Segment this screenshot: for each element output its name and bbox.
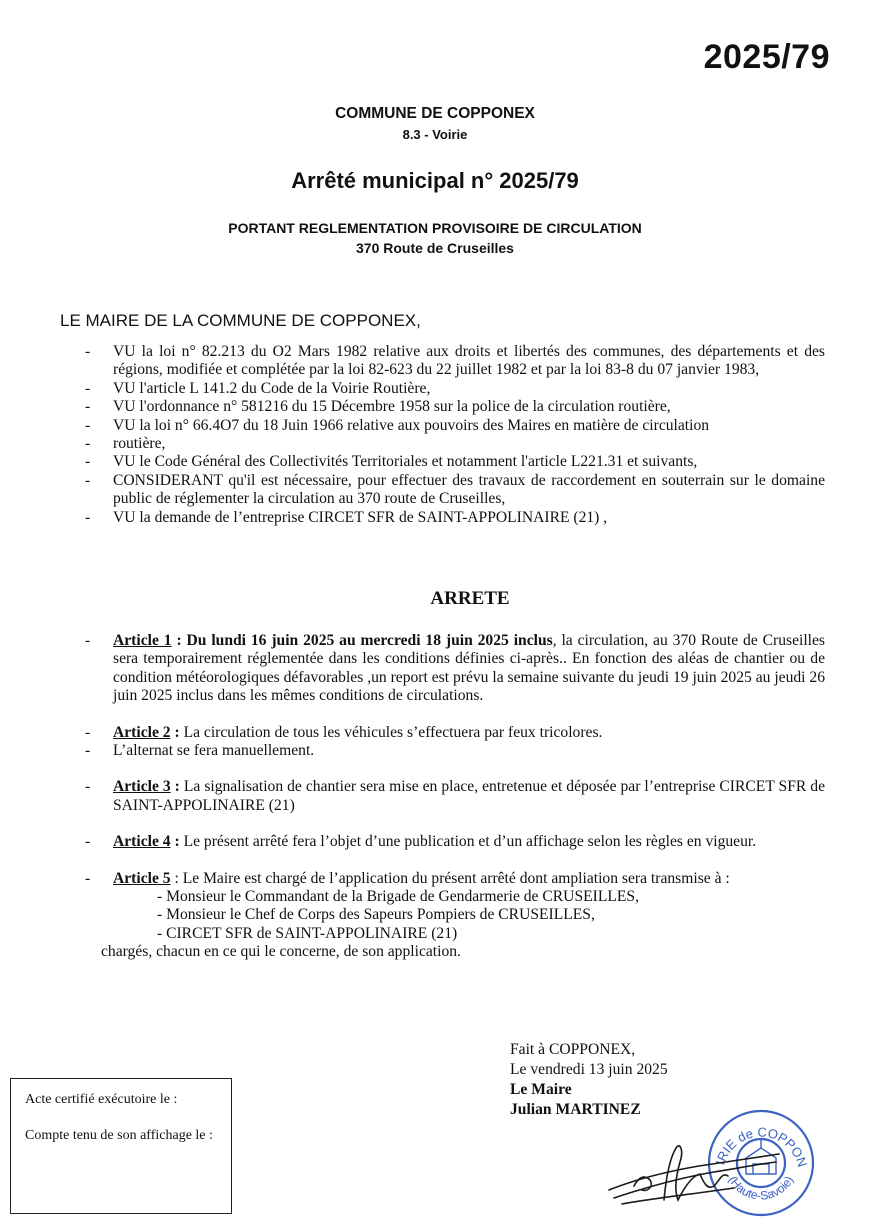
- svg-text:MAIRIE de COPPONEX: IRIE de COPPON: [712, 1124, 811, 1169]
- list-item-text: VU la demande de l’entreprise CIRCET SFR de SAINT-APPOLINAIRE (21) ,: [113, 508, 608, 526]
- list-item: - VU l'article L 141.2 du Code de la Voirie Routière,: [85, 380, 825, 398]
- list-item: - VU la loi n° 82.213 du O2 Mars 1982 relative aux droits et libertés des communes, des départements et des régions, modifiée et complétée par la loi 82-623 du 22 juillet 1982 et par la loi 83-8 du 07 janvier 1983,: [85, 343, 825, 379]
- considerations-list: [85, 343, 825, 527]
- list-item-text: VU l'ordonnance n° 581216 du 15 Décembre 1958 sur la police de la circulation routière,: [113, 398, 671, 416]
- subject-address: 370 Route de Cruseilles: [356, 240, 514, 256]
- list-item: - CONSIDERANT qu'il est nécessaire, pour effectuer des travaux de raccordement en souterrain sur le domaine public de réglementer la circulation au 370 route de Cruseilles,: [85, 471, 825, 508]
- article-5: - Article 5 : Le Maire est chargé de l’application du présent arrêté dont ampliation sera transmise à :: [85, 869, 730, 887]
- signature-name: Julian MARTINEZ: [510, 1101, 641, 1118]
- list-item: - VU le Code Général des Collectivités Territoriales et notamment l'article L221.31 et suivants,: [85, 453, 825, 471]
- article-2: - Article 2 : La circulation de tous les véhicules s’effectuera par feux tricolores.: [85, 723, 603, 741]
- article-1: - Article 1 : Du lundi 16 juin 2025 au mercredi 18 juin 2025 inclus, la circulation, au 370 Route de Cruseilles sera temporairement réglementée dans les conditions définies ci-après.. En fonction des aléas de chantier ou de condition météorologiques défavorables ,un report est prévu la semaine suivante du jeudi 19 juin 2025 au jeudi 26 juin 2025 inclus dans les mêmes conditions de circulations.: [85, 632, 825, 705]
- list-item-text: VU le Code Général des Collectivités Territoriales et notamment l'article L221.31 et suivants,: [113, 453, 698, 471]
- svg-text:(Haute-Savoie): (Haute-Savoie): [725, 1173, 797, 1203]
- certification-line-2: Compte tenu de son affichage le :: [25, 1128, 213, 1143]
- article-4: - Article 4 : Le présent arrêté fera l’objet d’une publication et d’un affichage selon les règles en vigueur.: [85, 833, 757, 851]
- article-2-label: Article 2: [113, 723, 171, 741]
- signature-place: Fait à COPPONEX,: [510, 1041, 636, 1058]
- list-item: - VU la demande de l’entreprise CIRCET SFR de SAINT-APPOLINAIRE (21) ,: [85, 509, 825, 527]
- article-1-text: , la circulation, au 370 Route de Cruseilles sera temporairement réglementée dans les conditions définies ci-après.. En fonction des aléas de chantier ou de condition météorologiques défavorables ,un report est prévu la semaine suivante du jeudi 19 juin 2025 au jeudi 26 juin 2025 inclus dans les mêmes conditions de circulations.: [113, 632, 825, 705]
- article-3-label: Article 3: [113, 778, 171, 796]
- list-item-text: routière,: [113, 435, 166, 453]
- page-title: Arrêté municipal n° 2025/79: [291, 168, 579, 193]
- article-5-text: Le Maire est chargé de l’application du présent arrêté dont ampliation sera transmise à :: [182, 869, 730, 887]
- certification-box: [10, 1078, 232, 1214]
- signature-date: Le vendredi 13 juin 2025: [510, 1061, 668, 1078]
- recipient: - CIRCET SFR de SAINT-APPOLINAIRE (21): [157, 924, 458, 942]
- article-3: - Article 3 : La signalisation de chantier sera mise en place, entretenue et déposée par l’entreprise CIRCET SFR de SAINT-APPOLINAIRE (21): [85, 778, 826, 814]
- signature-role: Le Maire: [510, 1081, 572, 1098]
- article-5-label: Article 5: [113, 869, 171, 887]
- article-2-text: La circulation de tous les véhicules s’effectuera par feux tricolores.: [183, 723, 603, 741]
- list-item-text: VU la loi n° 66.4O7 du 18 Juin 1966 relative aux pouvoirs des Maires en matière de circulation: [113, 416, 710, 434]
- maire-heading: LE MAIRE DE LA COMMUNE DE COPPONEX,: [60, 311, 421, 330]
- article-1-label: Article 1: [113, 632, 172, 649]
- list-item-text: CONSIDERANT qu'il est nécessaire, pour effectuer des travaux de raccordement en souterrain sur le domaine public de réglementer la circulation au 370 route de Cruseilles,: [113, 471, 825, 508]
- category-label: 8.3 - Voirie: [402, 127, 468, 142]
- list-item: - VU la loi n° 66.4O7 du 18 Juin 1966 relative aux pouvoirs des Maires en matière de circulation: [85, 417, 825, 435]
- subject-heading: PORTANT REGLEMENTATION PROVISOIRE DE CIRCULATION: [228, 220, 642, 236]
- list-item: - routière,: [85, 435, 825, 453]
- closing-text: chargés, chacun en ce qui le concerne, de son application.: [101, 943, 461, 961]
- mayor-signature: [604, 1128, 784, 1223]
- article-4-label: Article 4: [113, 833, 171, 851]
- recipient: - Monsieur le Chef de Corps des Sapeurs Pompiers de CRUSEILLES,: [157, 906, 595, 924]
- article-4-text: Le présent arrêté fera l’objet d’une publication et d’un affichage selon les règles en vigueur.: [183, 833, 757, 851]
- article-3-text: La signalisation de chantier sera mise en place, entretenue et déposée par l’entreprise CIRCET SFR de SAINT-APPOLINAIRE (21): [113, 778, 826, 814]
- signature-block: [510, 1040, 668, 1120]
- document-number: 2025/79: [703, 38, 830, 76]
- articles-list: [85, 632, 825, 962]
- certification-line-1: Acte certifié exécutoire le :: [25, 1092, 178, 1107]
- list-item-text: VU l'article L 141.2 du Code de la Voirie Routière,: [113, 379, 431, 397]
- article-1-dates: Du lundi 16 juin 2025 au mercredi 18 juin 2025 inclus: [186, 632, 553, 649]
- list-item-text: VU la loi n° 82.213 du O2 Mars 1982 relative aux droits et libertés des communes, des départements et des régions, modifiée et complétée par la loi 82-623 du 22 juillet 1982 et par la loi 83-8 du 07 janvier 1983,: [113, 343, 825, 379]
- article-2-extra: - L’alternat se fera manuellement.: [85, 742, 315, 760]
- list-item: - VU l'ordonnance n° 581216 du 15 Décembre 1958 sur la police de la circulation routière,: [85, 398, 825, 416]
- recipient: - Monsieur le Commandant de la Brigade de Gendarmerie de CRUSEILLES,: [157, 888, 639, 906]
- arrete-heading: ARRETE: [430, 588, 510, 609]
- commune-name: COMMUNE DE COPPONEX: [335, 105, 535, 122]
